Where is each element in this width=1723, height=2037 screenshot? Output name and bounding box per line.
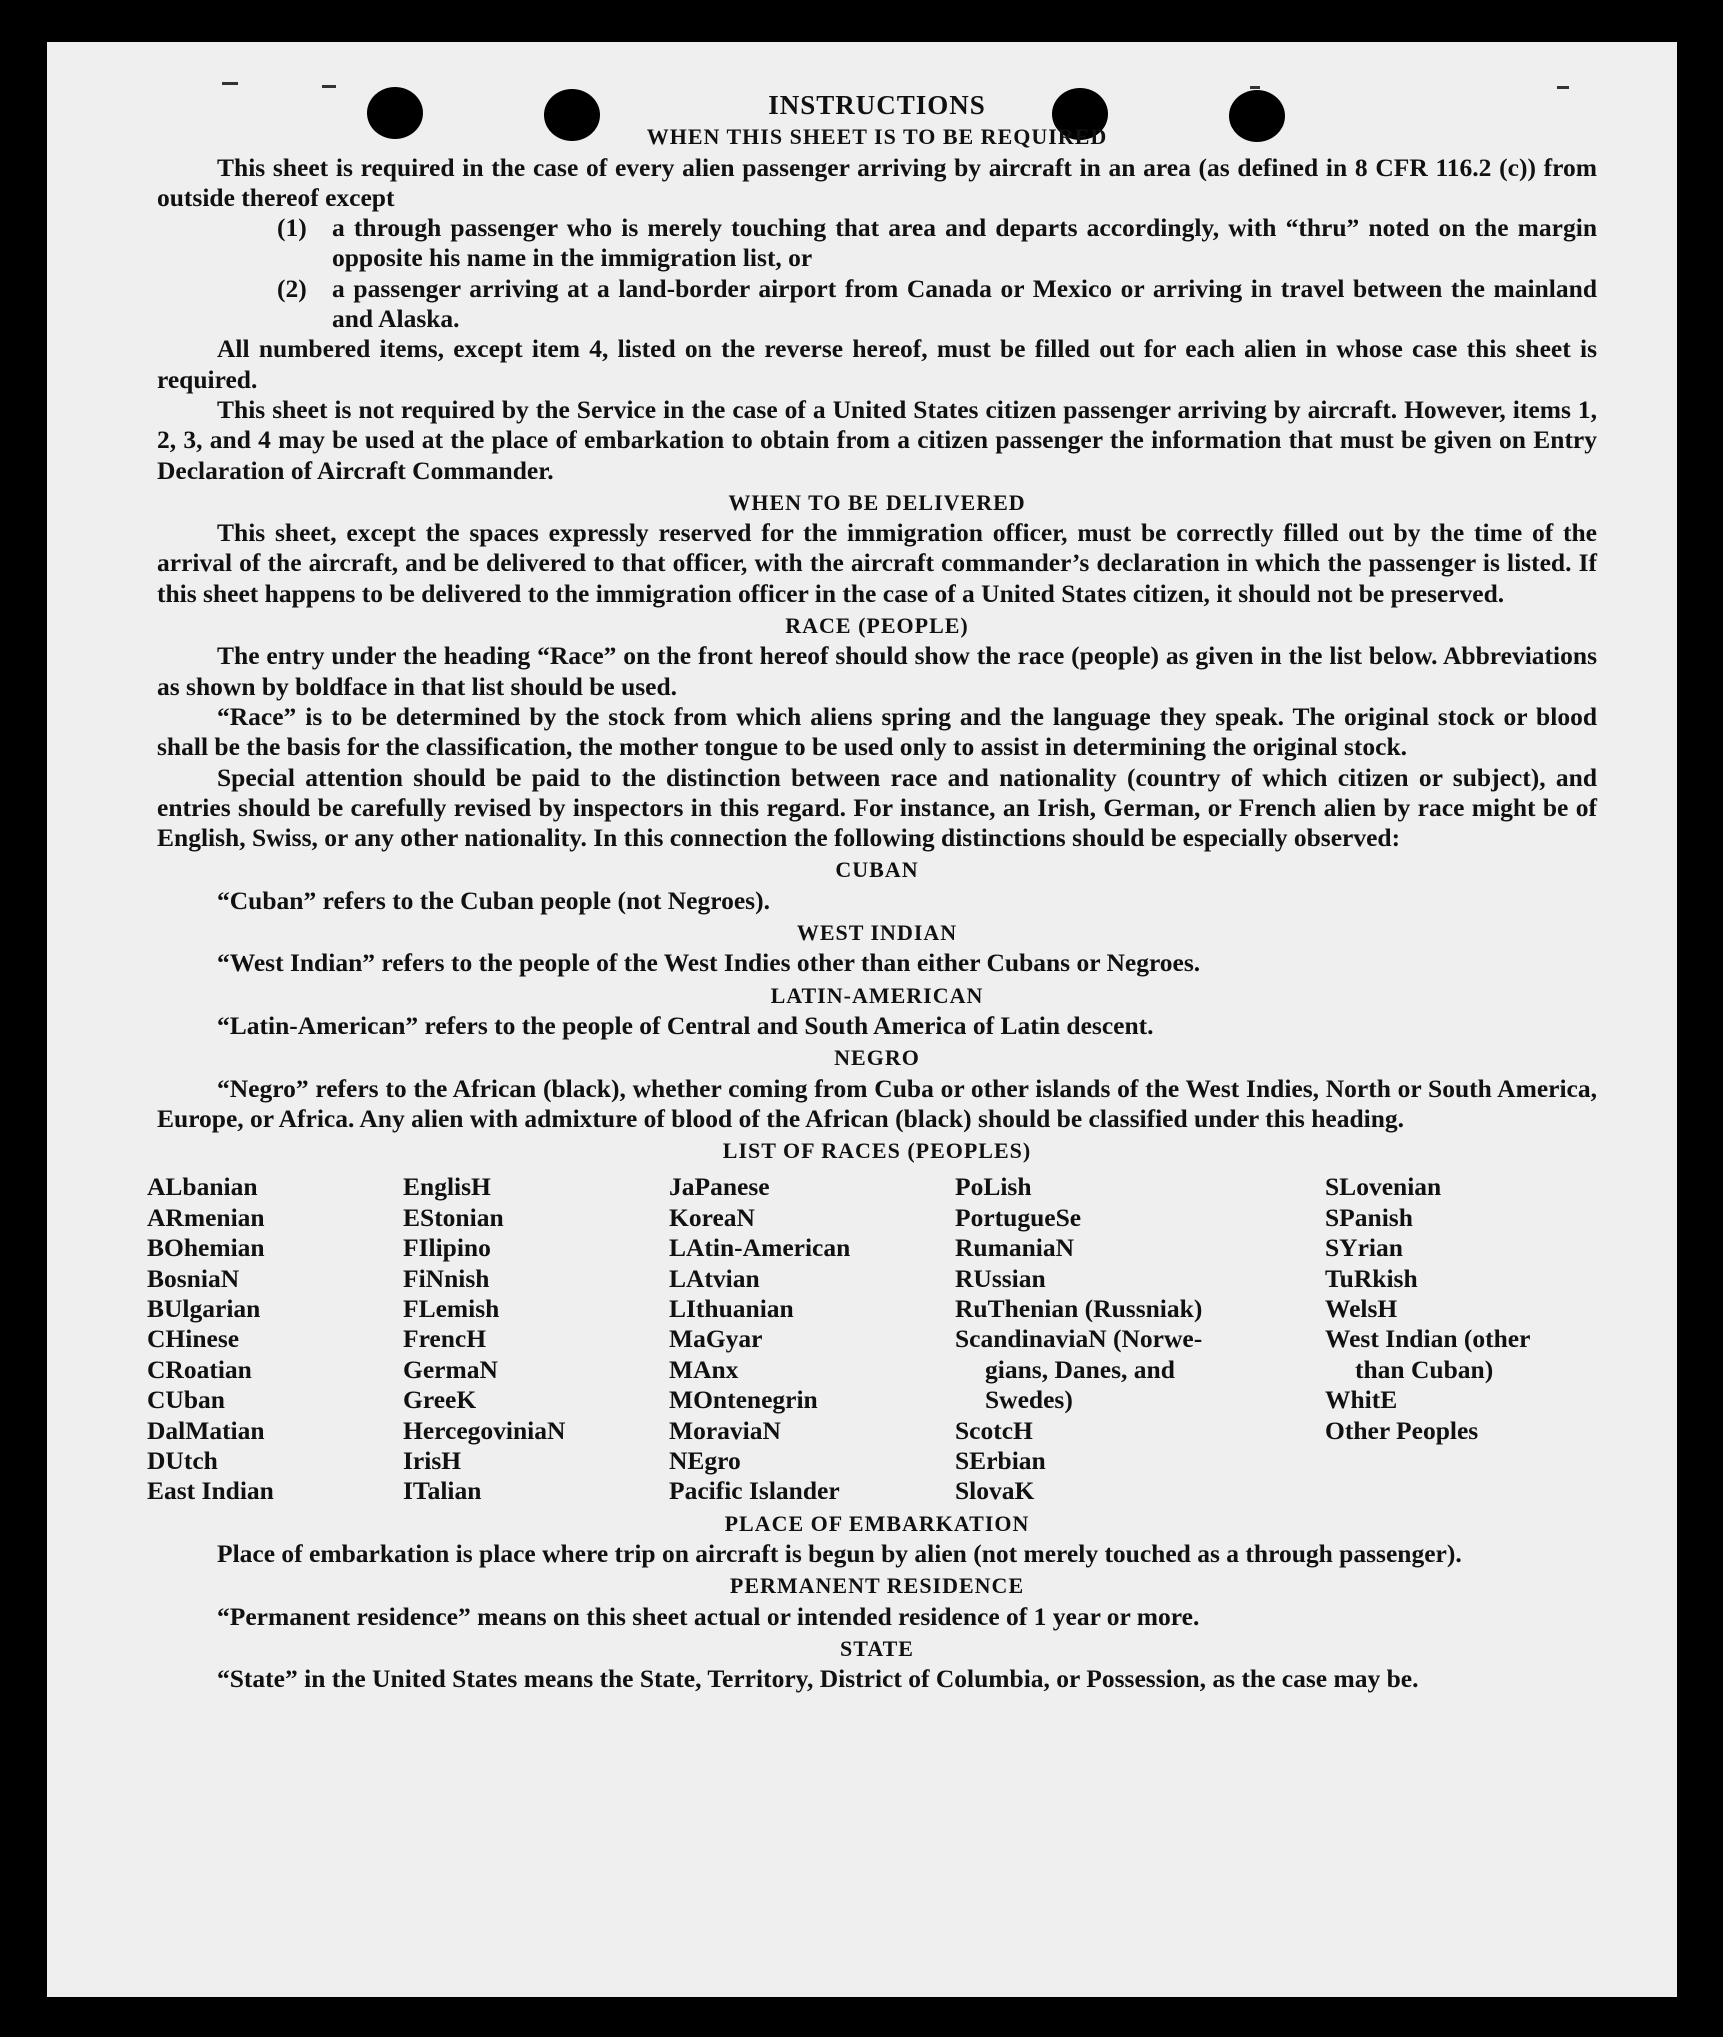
item-number: (2) bbox=[277, 273, 307, 303]
race-item: MAnx bbox=[669, 1354, 739, 1384]
section-heading: NEGRO bbox=[834, 1045, 920, 1071]
race-item: IrisH bbox=[403, 1446, 462, 1476]
race-item: DUtch bbox=[147, 1446, 218, 1476]
race-item: SYrian bbox=[1325, 1233, 1403, 1263]
race-item: JaPanese bbox=[669, 1172, 770, 1202]
race-item: RuThenian (Russniak) bbox=[955, 1294, 1203, 1324]
race-item: LAtvian bbox=[669, 1263, 760, 1293]
race-item: WhitE bbox=[1325, 1385, 1398, 1415]
race-item: GreeK bbox=[403, 1385, 477, 1415]
scan-mark bbox=[222, 82, 238, 85]
race-column-1 bbox=[147, 1172, 403, 1506]
paragraph: This sheet, except the spaces expressly reserved for the immigration officer, must be correctly filled out by the time of the arrival of the aircraft, and be delivered to that officer, with the aircraft commander’s declaration in which the passenger is listed. If this sheet happens to be delivered to the immigration officer in the case of a United States citizen, it should not be preserved. bbox=[157, 518, 1597, 608]
race-item: Pacific Islander bbox=[669, 1476, 840, 1506]
race-item: EStonian bbox=[403, 1202, 504, 1232]
race-item: ARmenian bbox=[147, 1202, 265, 1232]
paragraph: “State” in the United States means the State, Territory, District of Columbia, or Possession, as the case may be. bbox=[217, 1664, 1419, 1694]
race-item: FrencH bbox=[403, 1324, 487, 1354]
race-item: gians, Danes, and bbox=[985, 1354, 1175, 1384]
section-heading: WHEN TO BE DELIVERED bbox=[728, 489, 1026, 515]
section-heading: WHEN THIS SHEET IS TO BE REQUIRED bbox=[646, 124, 1108, 150]
race-item: CRoatian bbox=[147, 1354, 252, 1384]
section-heading: RACE (PEOPLE) bbox=[785, 613, 969, 639]
race-item: MaGyar bbox=[669, 1324, 763, 1354]
race-item: BosniaN bbox=[147, 1263, 240, 1293]
item-text: a passenger arriving at a land-border airport from Canada or Mexico or arriving in travel between the mainland and Alaska. bbox=[332, 273, 1597, 334]
race-item: NEgro bbox=[669, 1446, 741, 1476]
race-item: RUssian bbox=[955, 1263, 1046, 1293]
race-list bbox=[147, 1172, 1597, 1506]
paragraph: All numbered items, except item 4, listed on the reverse hereof, must be filled out for each alien in whose case this sheet is required. bbox=[157, 334, 1597, 394]
race-item: SlovaK bbox=[955, 1476, 1035, 1506]
race-item: DalMatian bbox=[147, 1415, 265, 1445]
race-item: FiNnish bbox=[403, 1263, 490, 1293]
race-item: East Indian bbox=[147, 1476, 274, 1506]
race-item: Swedes) bbox=[985, 1385, 1073, 1415]
document-page bbox=[47, 42, 1677, 1997]
numbered-item bbox=[277, 274, 1597, 335]
section-heading: CUBAN bbox=[835, 857, 919, 883]
paragraph: Special attention should be paid to the distinction between race and nationality (country of which citizen or subject), and entries should be carefully revised by inspectors in this regard. For instance, an Irish, German, or French alien by race might be of English, Swiss, or any other nationality. In this connection the following distinctions should be especially observed: bbox=[157, 762, 1597, 853]
paragraph: Place of embarkation is place where trip on aircraft is begun by alien (not merely touched as a through passenger). bbox=[217, 1539, 1462, 1569]
race-column-3 bbox=[669, 1172, 955, 1506]
section-heading: PLACE OF EMBARKATION bbox=[724, 1510, 1030, 1536]
race-item: LIthuanian bbox=[669, 1294, 794, 1324]
race-item: BOhemian bbox=[147, 1233, 265, 1263]
section-heading: STATE bbox=[840, 1636, 914, 1662]
race-item: WelsH bbox=[1325, 1294, 1398, 1324]
race-column-5 bbox=[1325, 1172, 1585, 1506]
paragraph: “Negro” refers to the African (black), whether coming from Cuba or other islands of the West Indies, North or South America, Europe, or Africa. Any alien with admixture of blood of the African (black) should be classified under this heading. bbox=[157, 1073, 1597, 1133]
paragraph: “Race” is to be determined by the stock from which aliens spring and the language they speak. The original stock or blood shall be the basis for the classification, the mother tongue to be used only to assist in determining the original stock. bbox=[157, 701, 1597, 762]
race-item: Other Peoples bbox=[1325, 1415, 1479, 1445]
paragraph: “Cuban” refers to the Cuban people (not Negroes). bbox=[217, 885, 770, 915]
race-item: FIlipino bbox=[403, 1233, 491, 1263]
paragraph: This sheet is not required by the Service in the case of a United States citizen passenger arriving by aircraft. However, items 1, 2, 3, and 4 may be used at the place of embarkation to obtain from a citizen passenger the information that must be given on Entry Declaration of Aircraft Commander. bbox=[157, 394, 1597, 485]
paragraph: “West Indian” refers to the people of the West Indies other than either Cubans or Negroes. bbox=[217, 948, 1201, 978]
item-number: (1) bbox=[277, 213, 307, 243]
race-column-4 bbox=[955, 1172, 1325, 1506]
section-heading: WEST INDIAN bbox=[796, 920, 958, 946]
race-item: PortugueSe bbox=[955, 1202, 1082, 1232]
race-item: FLemish bbox=[403, 1294, 500, 1324]
race-item: LAtin-American bbox=[669, 1233, 851, 1263]
paragraph: “Permanent residence” means on this sheet actual or intended residence of 1 year or more. bbox=[217, 1601, 1200, 1631]
race-item: GermaN bbox=[403, 1354, 498, 1384]
paragraph: The entry under the heading “Race” on the front hereof should show the race (people) as given in the list below. Abbreviations as shown by boldface in that list should be used. bbox=[157, 641, 1597, 701]
race-item: SPanish bbox=[1325, 1202, 1413, 1232]
race-item: ScotcH bbox=[955, 1415, 1033, 1445]
numbered-item bbox=[277, 213, 1597, 274]
race-item: ScandinaviaN (Norwe- bbox=[955, 1324, 1203, 1354]
page-title: INSTRUCTIONS bbox=[768, 90, 986, 120]
race-item: MoraviaN bbox=[669, 1415, 781, 1445]
race-item: SLovenian bbox=[1325, 1172, 1442, 1202]
paragraph: “Latin-American” refers to the people of Central and South America of Latin descent. bbox=[217, 1010, 1154, 1040]
race-item: SErbian bbox=[955, 1446, 1046, 1476]
section-heading: LIST OF RACES (PEOPLES) bbox=[722, 1138, 1032, 1164]
race-item: BUlgarian bbox=[147, 1294, 261, 1324]
item-text: a through passenger who is merely touching that area and departs accordingly, with “thru” noted on the margin opposite his name in the immigration list, or bbox=[332, 213, 1597, 273]
race-item: TuRkish bbox=[1325, 1263, 1418, 1293]
paragraph: This sheet is required in the case of every alien passenger arriving by aircraft in an area (as defined in 8 CFR 116.2 (c)) from outside thereof except bbox=[157, 152, 1597, 212]
race-item: PoLish bbox=[955, 1172, 1032, 1202]
section-heading: PERMANENT RESIDENCE bbox=[729, 1573, 1025, 1599]
race-item: ITalian bbox=[403, 1476, 482, 1506]
race-item: ALbanian bbox=[147, 1172, 258, 1202]
race-item: West Indian (other bbox=[1325, 1324, 1531, 1354]
instructions-text bbox=[147, 88, 1597, 1695]
race-item: EnglisH bbox=[403, 1172, 491, 1202]
race-item: CUban bbox=[147, 1385, 225, 1415]
race-item: RumaniaN bbox=[955, 1233, 1075, 1263]
race-item: CHinese bbox=[147, 1324, 240, 1354]
race-column-2 bbox=[403, 1172, 669, 1506]
race-item: MOntenegrin bbox=[669, 1385, 818, 1415]
race-item: KoreaN bbox=[669, 1202, 755, 1232]
race-item: than Cuban) bbox=[1355, 1354, 1494, 1384]
section-heading: LATIN-AMERICAN bbox=[770, 982, 984, 1008]
race-item: HercegoviniaN bbox=[403, 1415, 566, 1445]
